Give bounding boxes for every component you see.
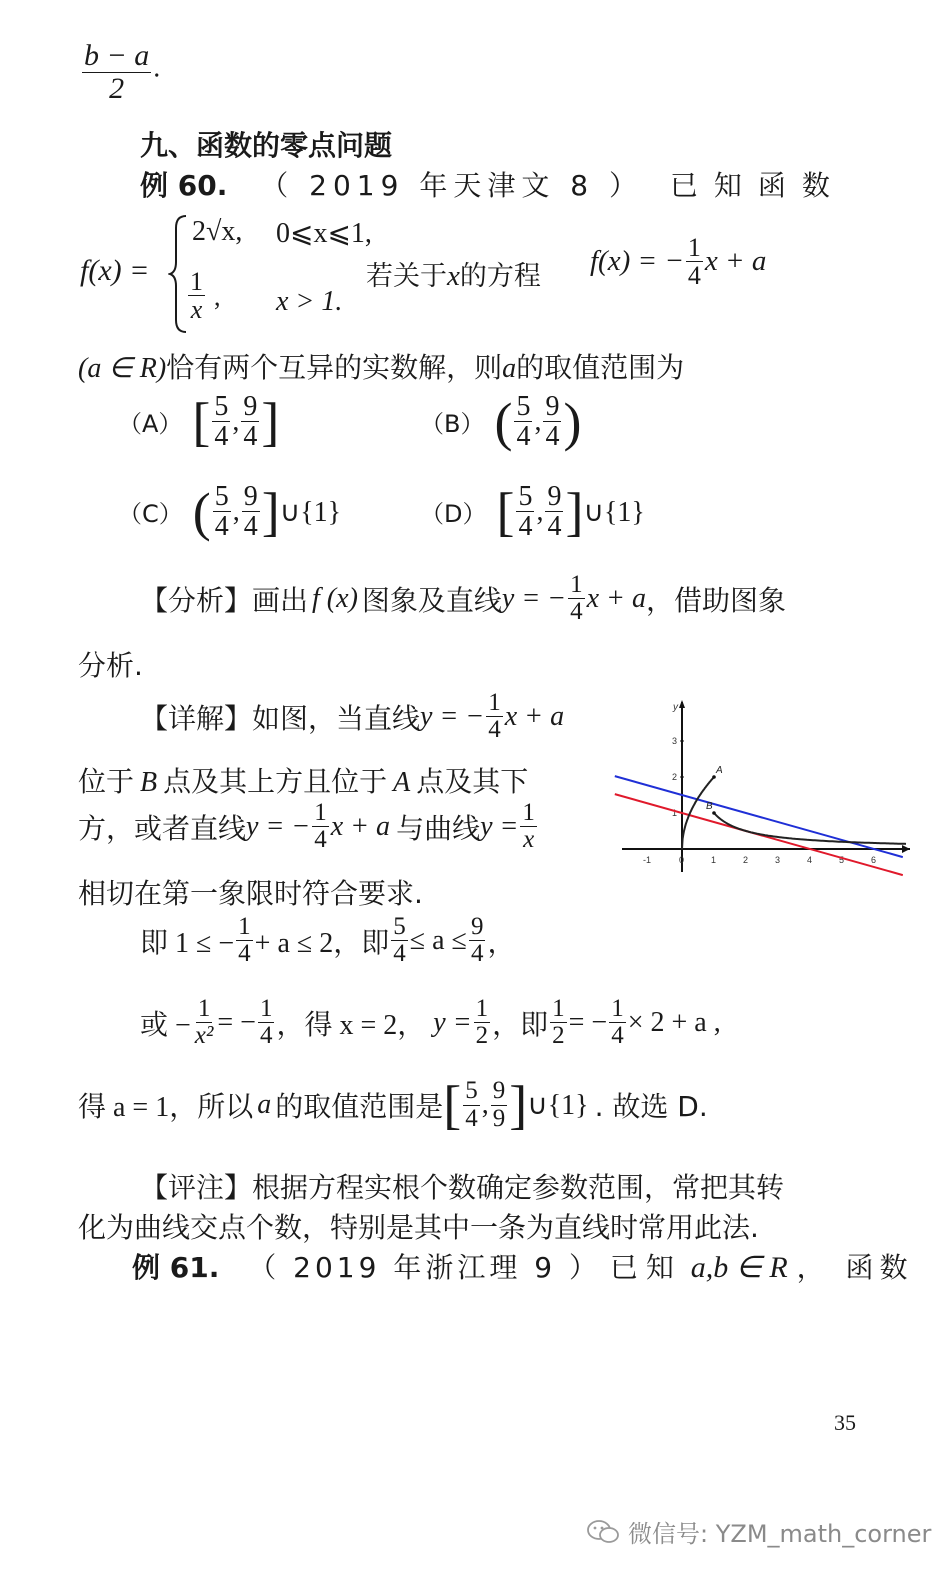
detail-line3: 方，或者直线 y = − $\frac{1}{4}$ x + a 与曲线 y = $\frac{1}{x}$ (78, 799, 535, 854)
wechat-icon (586, 1518, 620, 1546)
func-name: f(x) = (80, 254, 150, 287)
x-tick-label: 3 (775, 855, 781, 865)
x-tick-label: 0 (679, 855, 685, 865)
x-tick-label: 1 (711, 855, 717, 865)
detail-line4: 相切在第一象限时符合要求. (78, 877, 423, 910)
detail-line2: 位于 B 点及其上方且位于 A 点及其下 (78, 765, 529, 798)
case1-expr: 2√x, (192, 216, 243, 247)
option-a[interactable]: （A） [ $\frac{5}{4}$ , $\frac{9}{4}$ ] (118, 391, 280, 453)
case2-cond: x > 1. (276, 286, 343, 317)
y-tick-label: 3 (672, 736, 678, 746)
graph-points (706, 765, 723, 815)
ex60-equation: f(x) = − $\frac{1}{4}$ x + a (590, 233, 767, 291)
option-d[interactable]: （D） [ $\frac{5}{4}$ , $\frac{9}{4}$ ] ∪{1} (420, 481, 645, 543)
graph-curves (615, 776, 906, 875)
series-line-1 (615, 776, 903, 857)
ex60-heading (140, 164, 846, 204)
point-label-A: A (716, 765, 723, 776)
detail-line1: 【详解】 如图，当直线 y = − $\frac{1}{4}$ x + a (140, 689, 565, 744)
ex60-question: 若关于x的方程 (366, 260, 541, 292)
point-B (712, 811, 716, 815)
graph-ticks (643, 736, 876, 865)
analysis-line2: 分析. (78, 649, 143, 682)
case2-frac: $\frac{1}{x}$ (190, 267, 203, 325)
x-tick-label: 6 (871, 855, 877, 865)
function-graph (600, 696, 915, 886)
watermark: 微信号: YZM_math_corner (586, 1514, 931, 1549)
y-tick-label: 1 (672, 808, 678, 818)
section-heading: 九、函数的零点问题 (140, 129, 393, 162)
comment-line2: 化为曲线交点个数，特别是其中一条为直线时常用此法. (78, 1211, 759, 1244)
ex60-lead: 已知函数 (669, 169, 846, 202)
case1-cond: 0⩽x⩽1, (276, 218, 372, 249)
point-label-B: B (706, 801, 713, 812)
left-brace (168, 212, 190, 337)
ex60-source: （ 2019 年天津文 8 ） (260, 169, 643, 202)
ex61-heading: 例 61. （ 2019 年浙江理 9 ） 已知 a,b ∈ R ， 函数 (132, 1251, 914, 1284)
sqrt-branch (682, 777, 714, 849)
piecewise-function: f(x) = 2√x, 0⩽x⩽1, $\frac{1}{x}$ , x > 1. 若关于x的方程 f(x) = − $\frac{1}{4}$ x + a (80, 212, 900, 337)
y-tick-label: 2 (672, 772, 678, 782)
option-c[interactable]: （C） ( $\frac{5}{4}$ , $\frac{9}{4}$ ] ∪{1} (118, 481, 342, 543)
option-b[interactable]: （B） ( $\frac{5}{4}$ , $\frac{9}{4}$ ) (420, 391, 582, 453)
x-tick-label: 4 (807, 855, 813, 865)
reciprocal-branch (714, 813, 906, 844)
detail-line6: 或 − $\frac{1}{\text{x²}}$ = − $\frac{1}{4}$ ，得 x = 2， y = $\frac{1}{2}$ ，即 $\frac{1}{2}$ = − $\frac{1}{4}$ × 2 + a , (140, 995, 721, 1050)
x-axis-arrow (902, 845, 910, 853)
ex60-label: 例 60. (140, 169, 228, 202)
detail-line7: 得 a = 1，所以 a 的取值范围是 [ $\frac{5}{4}$ , $\frac{9}{9}$ ] ∪{1} . 故选 D. (78, 1075, 708, 1135)
x-tick-label: -1 (643, 855, 652, 865)
analysis-line1: 【分析】 画出 f (x) 图象及直线 y = − $\frac{1}{4}$ x + a ，借助图象 (140, 571, 786, 626)
comment-line1: 【评注】根据方程实根个数确定参数范围，常把其转 (140, 1171, 785, 1204)
top-fraction: $\frac{b - a}{2}$ . (84, 39, 161, 105)
x-tick-label: 5 (839, 855, 845, 865)
x-tick-label: 2 (743, 855, 749, 865)
y-axis-label: y (673, 702, 678, 713)
detail-line5: 即 1 ≤ − $\frac{1}{4}$ + a ≤ 2，即 $\frac{5}{4}$ ≤ a ≤ $\frac{9}{4}$ ， (140, 913, 516, 968)
y-axis-arrow (679, 700, 685, 708)
ex60-line2: (a ∈ R)恰有两个互异的实数解，则a的取值范围为 (78, 351, 685, 384)
page-number: 35 (834, 1410, 856, 1435)
